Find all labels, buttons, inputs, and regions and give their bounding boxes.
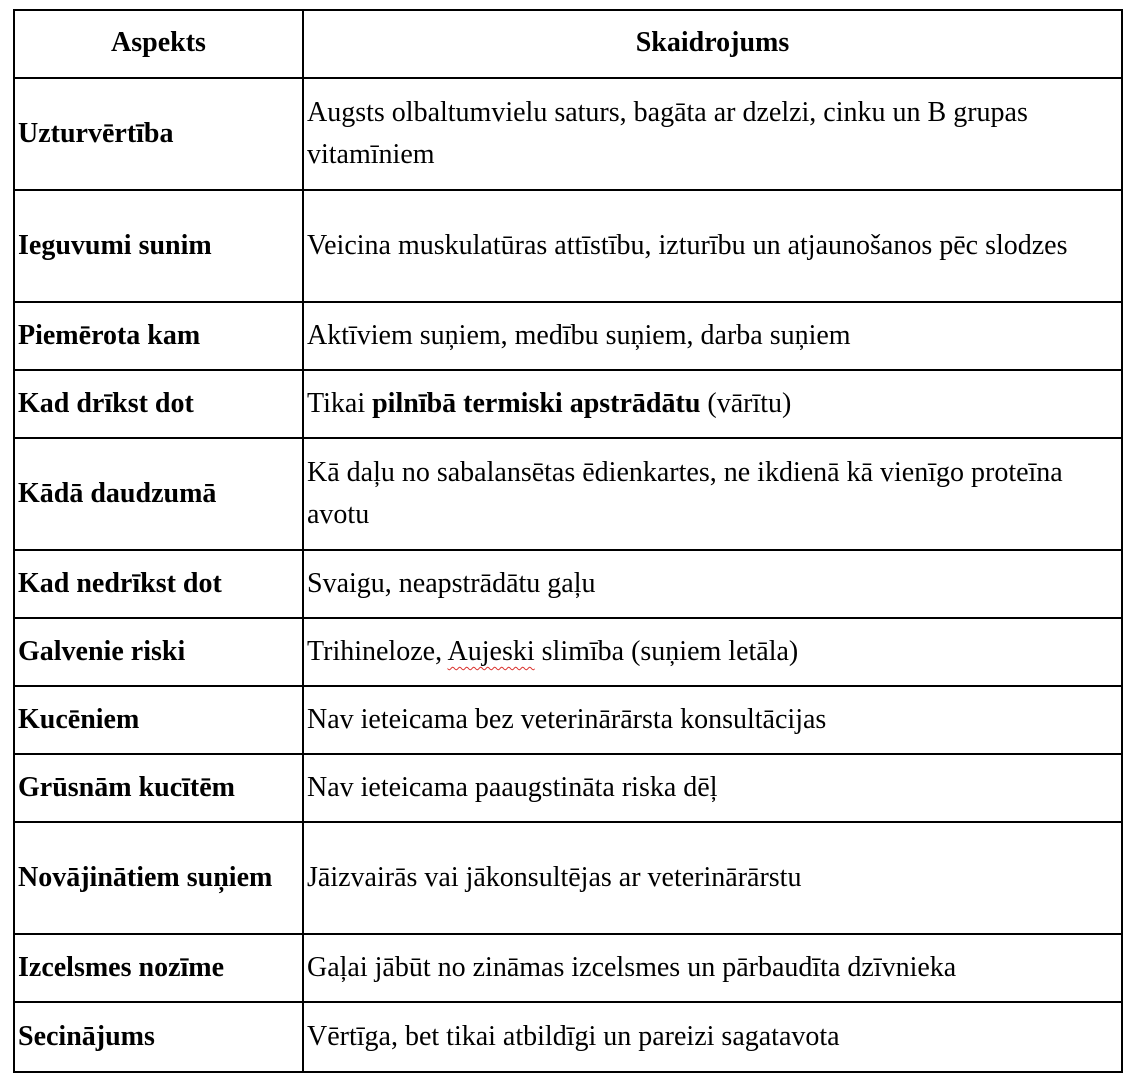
explanation-bold-text: pilnībā termiski apstrādātu: [372, 388, 701, 419]
row-explanation-cell: Aktīviem suņiem, medību suņiem, darba suņiem: [303, 302, 1122, 370]
row-explanation-cell: Svaigu, neapstrādātu gaļu: [303, 550, 1122, 618]
row-explanation-cell: [303, 618, 1122, 686]
table-row: [14, 78, 1122, 190]
table-row: [14, 438, 1122, 550]
explanation-text: Tikai: [307, 388, 373, 419]
table-header-row: [14, 10, 1122, 78]
row-explanation-cell: Nav ieteicama bez veterinārārsta konsultācijas: [303, 686, 1122, 754]
row-explanation-cell: Jāizvairās vai jākonsultējas ar veterinārārstu: [303, 822, 1122, 934]
table-row: [14, 754, 1122, 822]
row-aspect-cell: Kad drīkst dot: [14, 370, 303, 438]
row-explanation-cell: Vērtīga, bet tikai atbildīgi un pareizi sagatavota: [303, 1002, 1122, 1072]
spellcheck-flagged-word[interactable]: Aujeski: [447, 636, 535, 667]
row-explanation-cell: Veicina muskulatūras attīstību, izturību un atjaunošanos pēc slodzes: [303, 190, 1122, 302]
row-aspect-cell: Kad nedrīkst dot: [14, 550, 303, 618]
row-aspect-cell: Ieguvumi sunim: [14, 190, 303, 302]
row-aspect-cell: Novājinātiem suņiem: [14, 822, 303, 934]
row-aspect-cell: Galvenie riski: [14, 618, 303, 686]
table-row: [14, 934, 1122, 1002]
row-aspect-cell: Izcelsmes nozīme: [14, 934, 303, 1002]
explanation-text: (vārītu): [700, 388, 792, 419]
row-aspect-cell: Kādā daudzumā: [14, 438, 303, 550]
table-row: [14, 618, 1122, 686]
row-explanation-cell: Augsts olbaltumvielu saturs, bagāta ar dzelzi, cinku un B grupas vitamīniem: [303, 78, 1122, 190]
table-row: [14, 1002, 1122, 1072]
row-explanation-cell: Nav ieteicama paaugstināta riska dēļ: [303, 754, 1122, 822]
row-aspect-cell: Grūsnām kucītēm: [14, 754, 303, 822]
table-row: [14, 190, 1122, 302]
row-explanation-cell: Gaļai jābūt no zināmas izcelsmes un pārbaudīta dzīvnieka: [303, 934, 1122, 1002]
column-header-aspect: Aspekts: [14, 10, 303, 78]
row-aspect-cell: Piemērota kam: [14, 302, 303, 370]
table-row: [14, 822, 1122, 934]
table-row: [14, 302, 1122, 370]
table-row: [14, 550, 1122, 618]
explanation-text: Trihineloze,: [307, 636, 448, 667]
row-aspect-cell: Uzturvērtība: [14, 78, 303, 190]
row-aspect-cell: Secinājums: [14, 1002, 303, 1072]
row-aspect-cell: Kucēniem: [14, 686, 303, 754]
column-header-explanation: Skaidrojums: [303, 10, 1122, 78]
row-explanation-cell: [303, 370, 1122, 438]
table-row: [14, 370, 1122, 438]
table-row: [14, 686, 1122, 754]
info-table: [13, 9, 1123, 1073]
row-explanation-cell: Kā daļu no sabalansētas ēdienkartes, ne ikdienā kā vienīgo proteīna avotu: [303, 438, 1122, 550]
explanation-text: slimība (suņiem letāla): [534, 636, 799, 667]
